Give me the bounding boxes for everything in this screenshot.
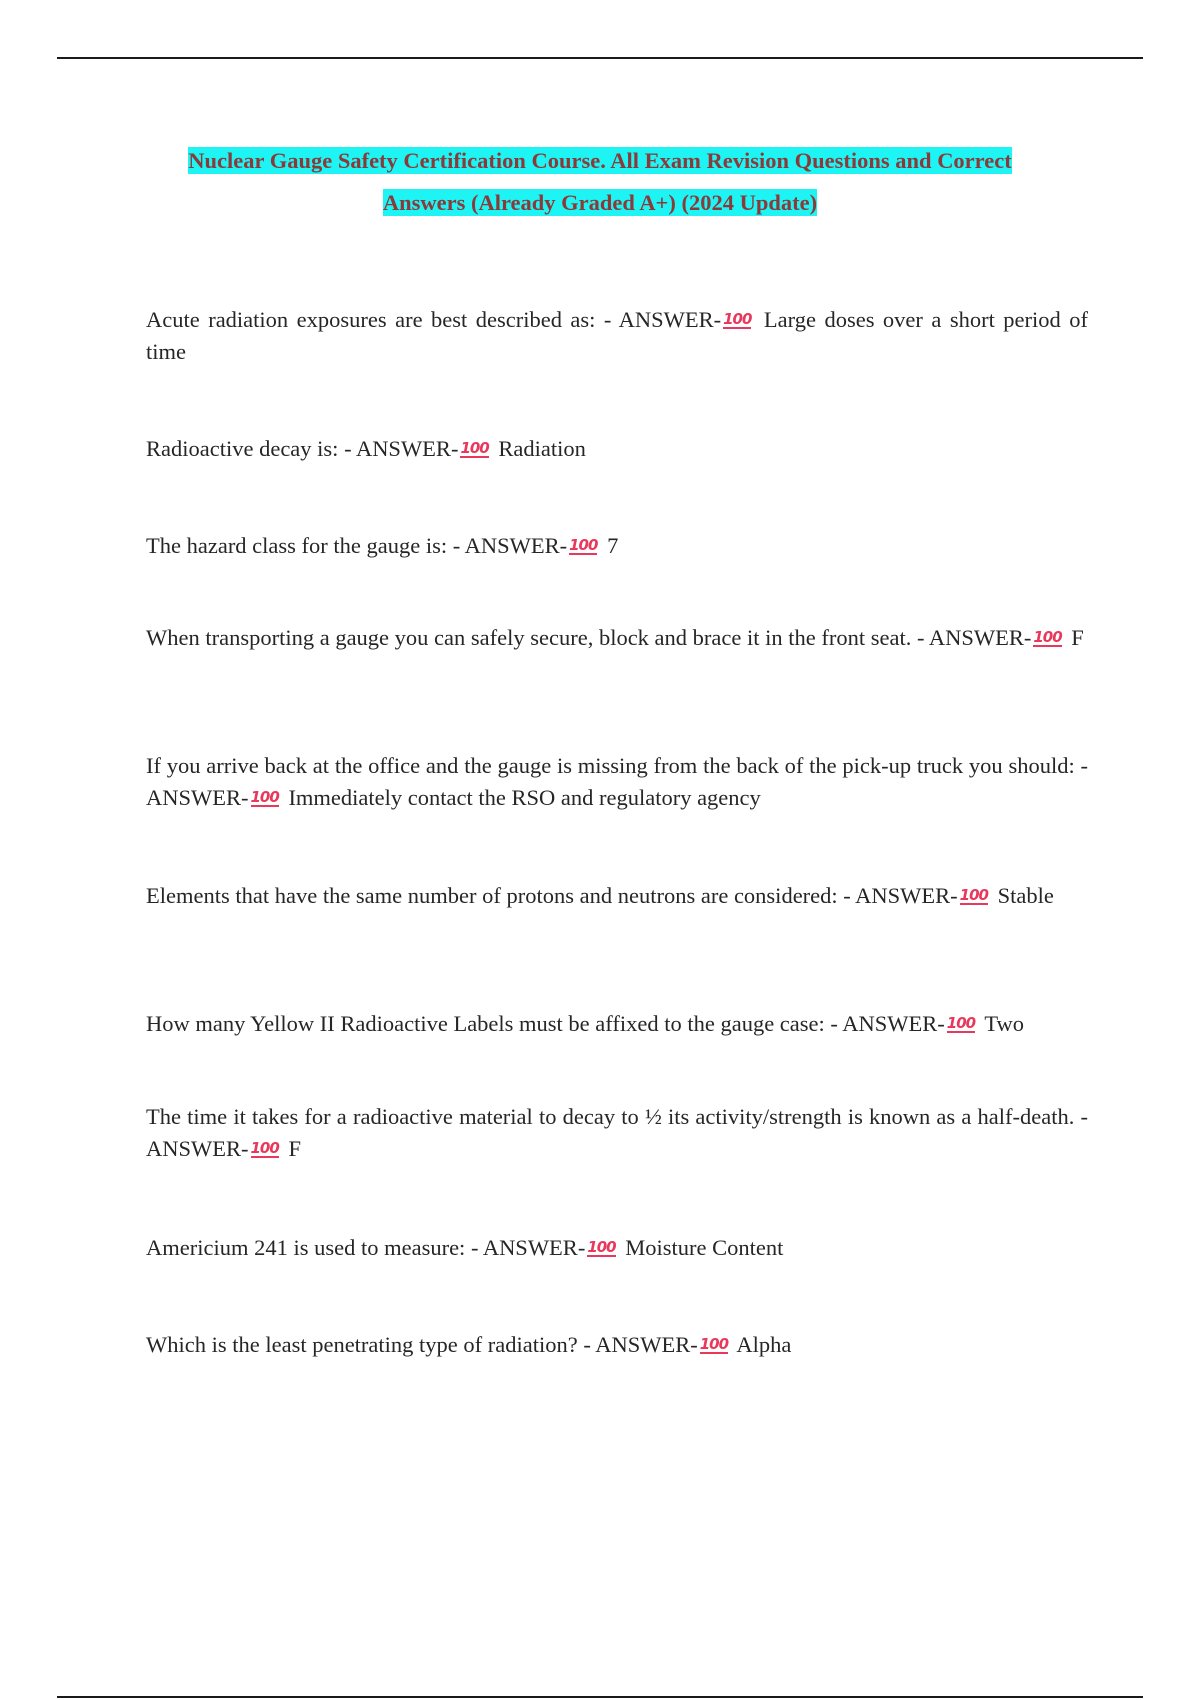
question-text: When transporting a gauge you can safely secure, block and brace it in the front seat.: [146, 625, 912, 650]
answer-marker: - ANSWER-: [843, 883, 958, 908]
answer-text: Moisture Content: [625, 1235, 784, 1260]
question-text: If you arrive back at the office and the gauge is missing from the back of the pick-up truck you should:: [146, 753, 1075, 778]
qa-item: [146, 622, 1088, 654]
question-text: Which is the least penetrating type of radiation?: [146, 1332, 578, 1357]
answer-marker: - ANSWER-: [916, 625, 1032, 650]
hundred-points-icon: 100: [1033, 628, 1062, 646]
qa-item: [146, 304, 1088, 368]
answer-text: F: [1071, 625, 1084, 650]
answer-marker: - ANSWER-: [583, 1332, 698, 1357]
qa-item: [146, 433, 1088, 465]
question-text: How many Yellow II Radioactive Labels must be affixed to the gauge case:: [146, 1011, 825, 1036]
answer-marker: - ANSWER-: [146, 1104, 1089, 1161]
hundred-points-icon: 100: [959, 886, 988, 904]
hundred-points-icon: 100: [250, 1139, 279, 1157]
hundred-points-icon: 100: [699, 1335, 729, 1353]
document-title: [145, 140, 1055, 224]
question-text: Americium 241 is used to measure:: [146, 1235, 466, 1260]
hundred-points-icon: 100: [587, 1238, 616, 1256]
hundred-points-icon: 100: [946, 1014, 976, 1032]
answer-text: F: [288, 1136, 301, 1161]
answer-text: Large doses over a short period of time: [146, 307, 1089, 364]
answer-text: Two: [984, 1011, 1024, 1036]
answer-marker: - ANSWER-: [146, 753, 1089, 810]
answer-marker: - ANSWER-: [603, 307, 722, 332]
qa-item: [146, 530, 1088, 562]
answer-text: Alpha: [736, 1332, 792, 1357]
hundred-points-icon: 100: [723, 310, 752, 328]
bottom-divider: [57, 1696, 1143, 1698]
hundred-points-icon: 100: [250, 788, 279, 806]
qa-item: [146, 1329, 1088, 1361]
question-text: Acute radiation exposures are best described as:: [146, 307, 596, 332]
answer-marker: - ANSWER-: [830, 1011, 945, 1036]
qa-item: [146, 750, 1088, 814]
qa-item: [146, 1008, 1088, 1040]
hundred-points-icon: 100: [460, 439, 489, 457]
qa-item: [146, 1101, 1088, 1165]
document-title-text: Nuclear Gauge Safety Certification Course. All Exam Revision Questions and Correct Answers (Already Graded A+) (2024 Update): [188, 148, 1012, 215]
answer-marker: - ANSWER-: [470, 1235, 586, 1260]
question-text: The hazard class for the gauge is:: [146, 533, 448, 558]
answer-marker: - ANSWER-: [344, 436, 459, 461]
answer-text: Immediately contact the RSO and regulatory agency: [288, 785, 761, 810]
answer-text: 7: [607, 533, 619, 558]
question-text: Elements that have the same number of protons and neutrons are considered:: [146, 883, 838, 908]
qa-item: [146, 1232, 1088, 1264]
answer-text: Stable: [997, 883, 1054, 908]
answer-marker: - ANSWER-: [452, 533, 568, 558]
hundred-points-icon: 100: [569, 536, 598, 554]
qa-item: [146, 880, 1088, 912]
answer-text: Radiation: [498, 436, 586, 461]
top-divider: [57, 57, 1143, 59]
question-text: The time it takes for a radioactive material to decay to ½ its activity/strength is known as a half-death.: [146, 1104, 1075, 1129]
question-text: Radioactive decay is:: [146, 436, 339, 461]
